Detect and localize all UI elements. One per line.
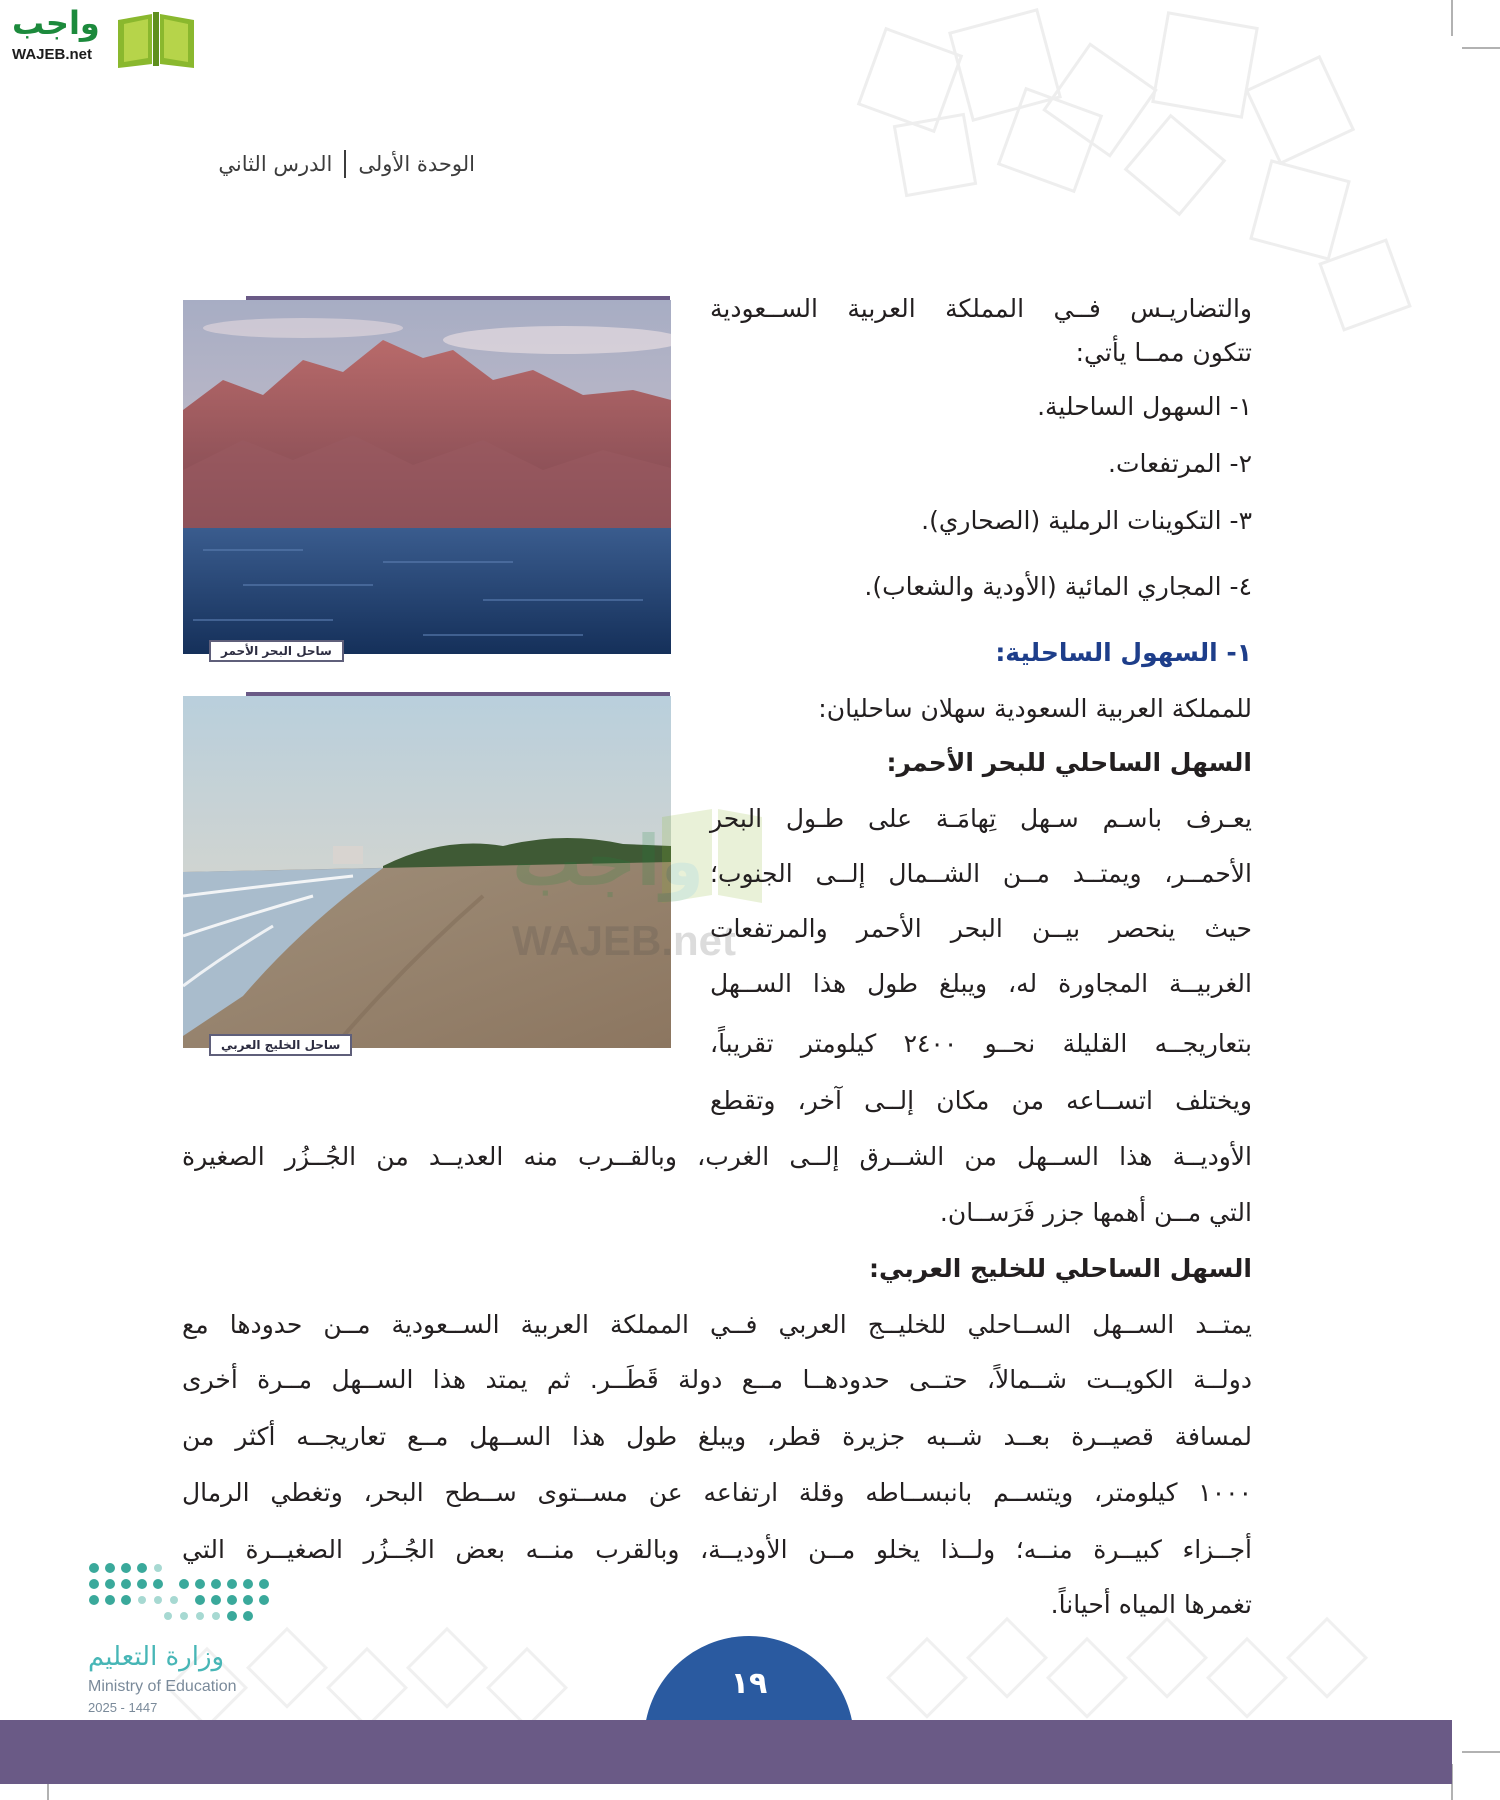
lesson-label: الدرس الثاني [218, 152, 333, 176]
paragraph-line: دولــة الكويــت شــمالاً، حتــى حدودهــا مــع دولة قَطَــر. ثم يمتد هذا الســهل مــرة أخرى [182, 1365, 1252, 1394]
paragraph-line: يمتــد الســهل الســاحلي للخليــج العربي فــي المملكة العربية الســعودية مــن حدودها مع [182, 1310, 1252, 1339]
footer-band [0, 1720, 1452, 1784]
ministry-english: Ministry of Education [88, 1678, 237, 1695]
paragraph-line: لمسافة قصيــرة بعــد شــبه جزيرة قطر، ويبلغ طول هذا الســهل مــع تعاريجــه أكثر من [182, 1422, 1252, 1451]
list-item: ٤- المجاري المائية (الأودية والشعاب). [864, 572, 1252, 601]
watermark-arabic-text: واجب [512, 820, 705, 902]
paragraph-line: ١٠٠٠ كيلومتر، ويتســم بانبســاطه وقلة ارتفاعه عن مســتوى ســطح البحر، وتغطي الرمال [182, 1478, 1252, 1507]
wajeb-logo[interactable] [10, 4, 190, 68]
paragraph-line: الأوديــة هذا الســهل من الشــرق إلــى الغرب، وبالقــرب منه العديــد من الجُــزُر الصغيرة [182, 1142, 1252, 1171]
logo-latin-text: WAJEB.net [12, 46, 93, 63]
ministry-arabic: وزارة التعليم [88, 1642, 225, 1672]
paragraph-line: تغمرها المياه أحياناً. [1050, 1590, 1252, 1619]
paragraph-line: ويختلف اتســاعه من مكان إلــى آخر، وتقطع [710, 1086, 1252, 1115]
book-icon [114, 6, 198, 68]
paragraph-line: الأحمــر، ويمتــد مــن الشــمال إلــى الجنوب؛ [710, 859, 1252, 888]
list-item: ٣- التكوينات الرملية (الصحاري). [921, 506, 1252, 535]
section-title: ١- السهول الساحلية: [995, 638, 1252, 667]
red-sea-heading: السهل الساحلي للبحر الأحمر: [886, 748, 1252, 777]
gulf-caption: ساحل الخليج العربي [209, 1034, 352, 1056]
intro-line: تتكون ممــا يأتي: [1075, 338, 1252, 367]
paragraph-line: الغربيــة المجاورة له، ويبلغ طول هذا الســهل [710, 969, 1252, 998]
ministry-logo [84, 1560, 284, 1720]
header-separator [344, 150, 346, 178]
page-header [218, 150, 475, 178]
page-number: ١٩ [730, 1666, 768, 1701]
list-item: ١- السهول الساحلية. [1037, 392, 1252, 421]
red-sea-photo [183, 300, 671, 654]
paragraph-line: بتعاريجــه القليلة نحــو ٢٤٠٠ كيلومتر تقريباً، [710, 1029, 1252, 1058]
ministry-year: 2025 - 1447 [88, 1700, 158, 1715]
red-sea-caption: ساحل البحر الأحمر [209, 640, 344, 662]
gulf-heading: السهل الساحلي للخليج العربي: [869, 1254, 1252, 1283]
paragraph-line: التي مــن أهمها جزر فَرَســان. [939, 1198, 1252, 1227]
list-item: ٢- المرتفعات. [1108, 449, 1252, 478]
section-lead: للمملكة العربية السعودية سهلان ساحليان: [818, 694, 1252, 723]
paragraph-line: يعـرف باسـم سـهل تِهامَـة على طـول البحر [710, 804, 1252, 833]
paragraph-line: حيث ينحصر بيــن البحر الأحمر والمرتفعات [710, 914, 1252, 943]
unit-label: الوحدة الأولى [358, 152, 475, 176]
intro-line: والتضاريـس فــي المملكة العربية الســعودية [710, 294, 1252, 323]
ministry-dots-icon [84, 1560, 274, 1630]
logo-arabic-text: واجب [12, 4, 100, 42]
watermark-latin-text: WAJEB.net [512, 917, 737, 964]
paragraph-line: أجــزاء كبيــرة منــه؛ ولــذا يخلو مــن الأوديــة، وبالقرب منــه بعض الجُــزُر الصغيــرة التي [182, 1535, 1252, 1564]
